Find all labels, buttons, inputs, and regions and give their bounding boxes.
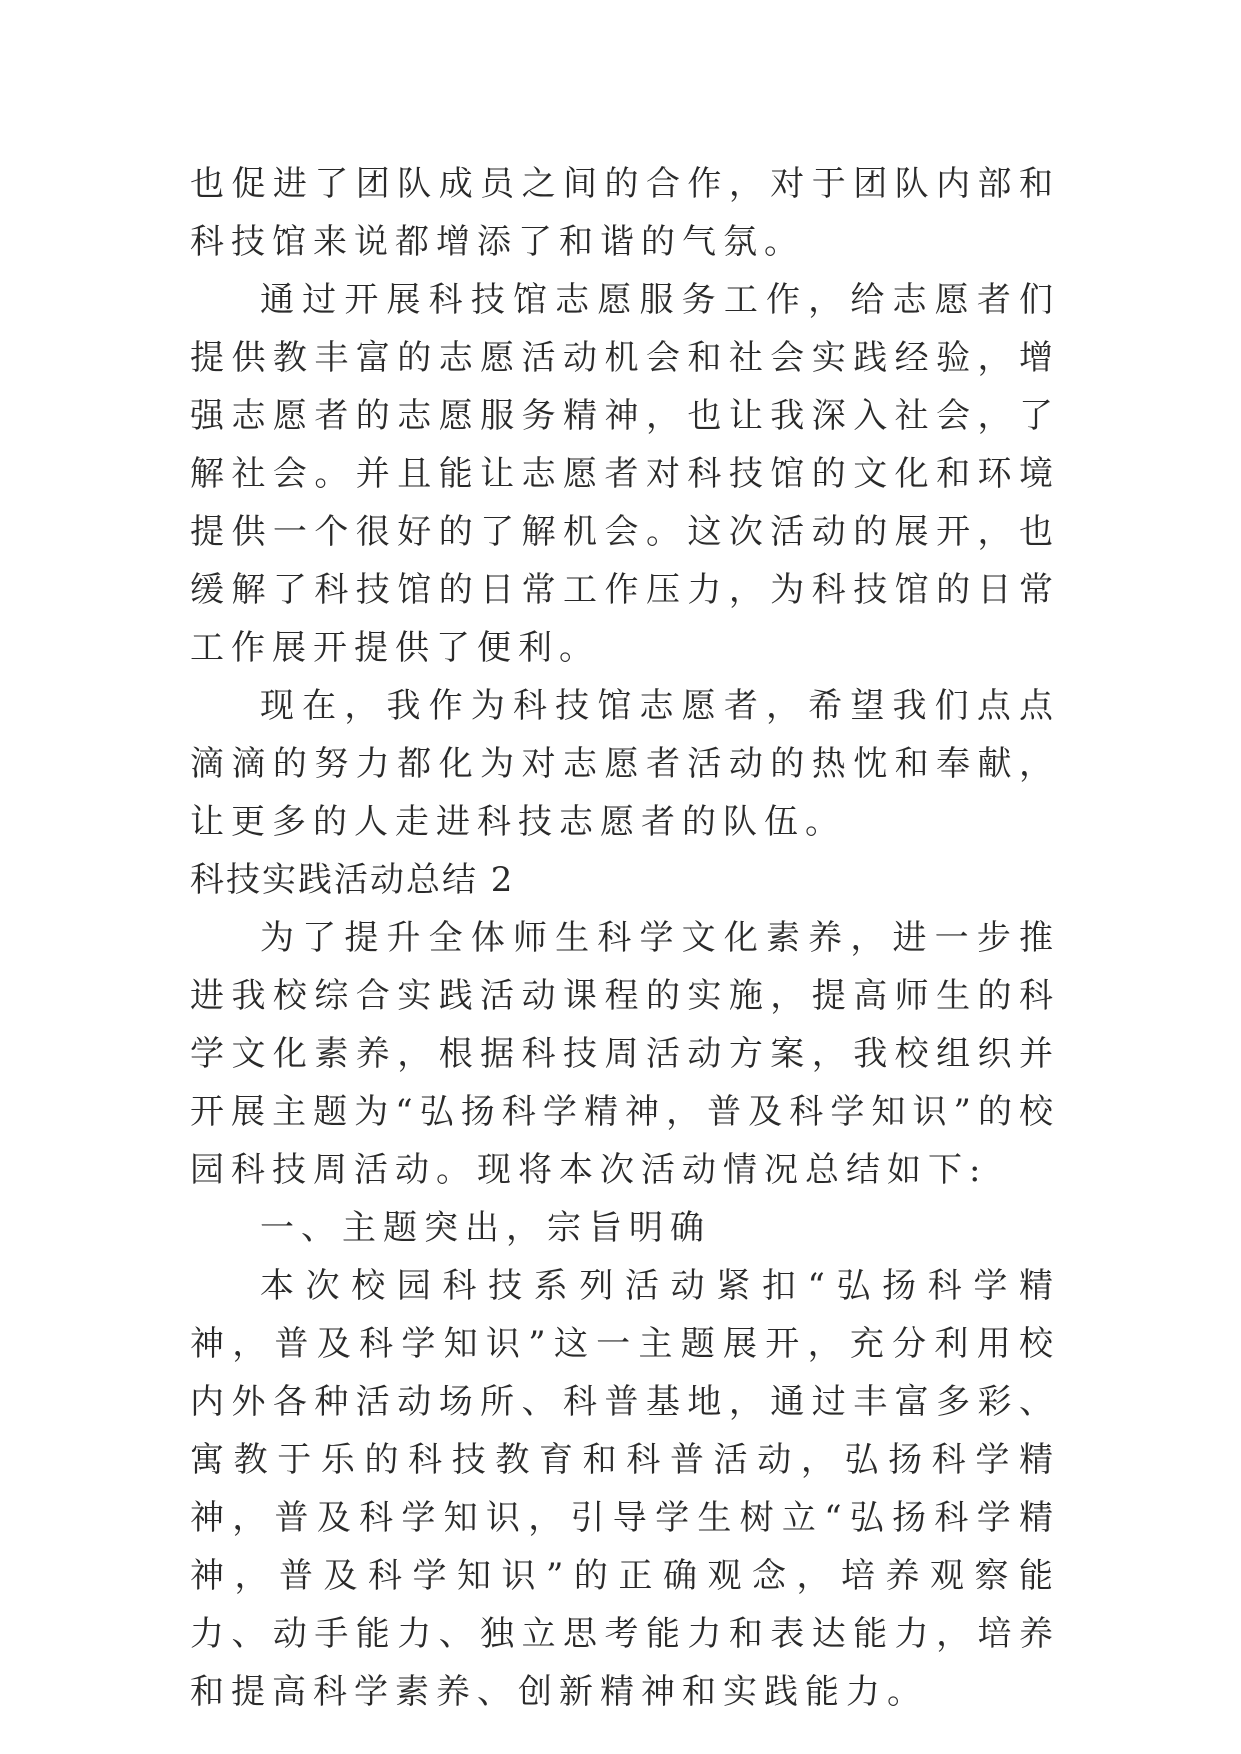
document-body (190, 155, 1060, 1721)
paragraph: 现在，我作为科技馆志愿者，希望我们点点滴滴的努力都化为对志愿者活动的热忱和奉献，让更多的人走进科技志愿者的队伍。 (190, 686, 1060, 842)
paragraph: 为了提升全体师生科学文化素养，进一步推进我校综合实践活动课程的实施，提高师生的科学文化素养，根据科技周活动方案，我校组织并开展主题为“弘扬科学精神，普及科学知识”的校园科技周活动。现将本次活动情况总结如下: (190, 918, 1060, 1190)
paragraph: 也促进了团队成员之间的合作，对于团队内部和科技馆来说都增添了和谐的气氛。 (190, 164, 1060, 262)
paragraph: 通过开展科技馆志愿服务工作，给志愿者们提供教丰富的志愿活动机会和社会实践经验，增强志愿者的志愿服务精神，也让我深入社会，了解社会。并且能让志愿者对科技馆的文化和环境提供一个很好的了解机会。这次活动的展开，也缓解了科技馆的日常工作压力，为科技馆的日常工作展开提供了便利。 (190, 280, 1060, 668)
paragraph: 本次校园科技系列活动紧扣“弘扬科学精神，普及科学知识”这一主题展开，充分利用校内外各种活动场所、科普基地，通过丰富多彩、寓教于乐的科技教育和科普活动，弘扬科学精神，普及科学知识，引导学生树立“弘扬科学精神，普及科学知识”的正确观念，培养观察能力、动手能力、独立思考能力和表达能力，培养和提高科学素养、创新精神和实践能力。 (190, 1266, 1060, 1712)
section-heading: 科技实践活动总结 2 (190, 860, 515, 900)
subsection-heading: 一、主题突出，宗旨明确 (260, 1208, 711, 1248)
